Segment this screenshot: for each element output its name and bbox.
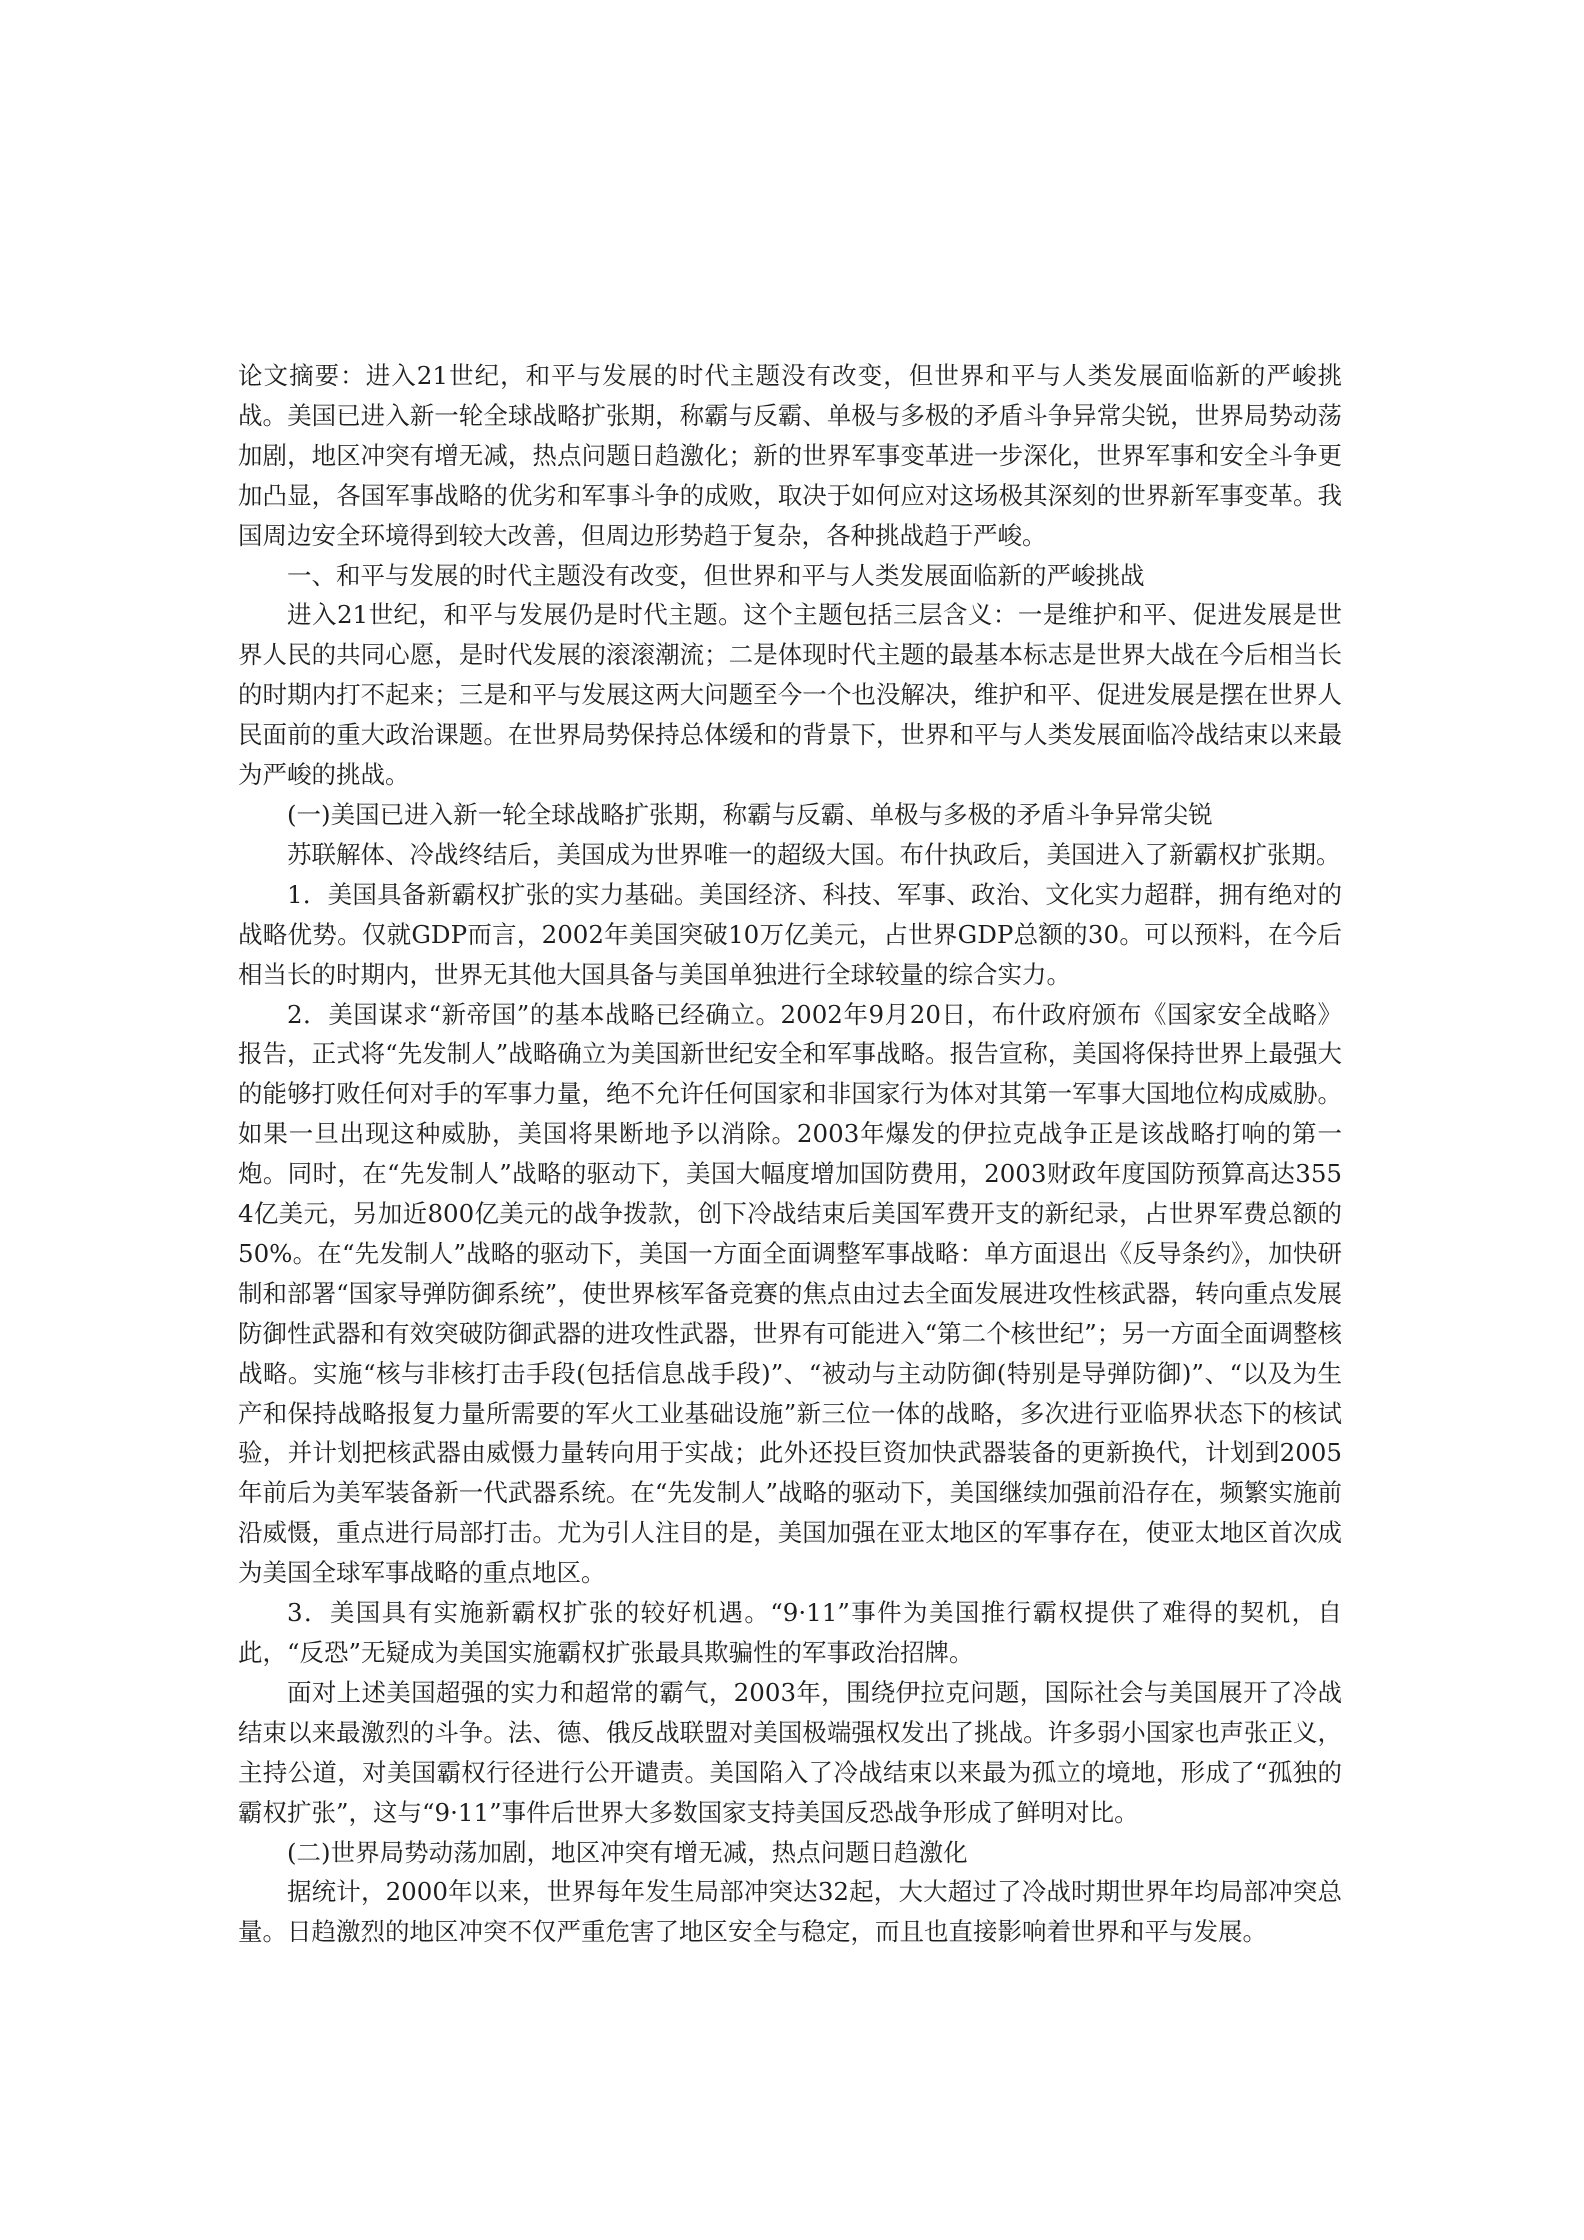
article-body	[238, 356, 1342, 1952]
body-paragraph-3: 面对上述美国超强的实力和超常的霸气，2003年，围绕伊拉克问题，国际社会与美国展开了冷战结束以来最激烈的斗争。法、德、俄反战联盟对美国极端强权发出了挑战。许多弱小国家也声张正义，主持公道，对美国霸权行径进行公开谴责。美国陷入了冷战结束以来最为孤立的境地，形成了“孤独的霸权扩张”，这与“9·11”事件后世界大多数国家支持美国反恐战争形成了鲜明对比。	[238, 1677, 1342, 1827]
body-paragraph-1: 进入21世纪，和平与发展仍是时代主题。这个主题包括三层含义：一是维护和平、促进发展是世界人民的共同心愿，是时代发展的滚滚潮流；二是体现时代主题的最基本标志是世界大战在今后相当长的时期内打不起来；三是和平与发展这两大问题至今一个也没解决，维护和平、促进发展是摆在世界人民面前的重大政治课题。在世界局势保持总体缓和的背景下，世界和平与人类发展面临冷战结束以来最为严峻的挑战。	[238, 600, 1342, 790]
abstract-paragraph: 论文摘要：进入21世纪，和平与发展的时代主题没有改变，但世界和平与人类发展面临新的严峻挑战。美国已进入新一轮全球战略扩张期，称霸与反霸、单极与多极的矛盾斗争异常尖锐，世界局势动荡加剧，地区冲突有增无减，热点问题日趋激化；新的世界军事变革进一步深化，世界军事和安全斗争更加凸显，各国军事战略的优劣和军事斗争的成败，取决于如何应对这场极其深刻的世界新军事变革。我国周边安全环境得到较大改善，但周边形势趋于复杂，各种挑战趋于严峻。	[238, 361, 1342, 550]
subsection-heading-2: (二)世界局势动荡加剧，地区冲突有增无减，热点问题日趋激化	[287, 1837, 968, 1867]
numbered-point-3: 3．美国具有实施新霸权扩张的较好机遇。“9·11”事件为美国推行霸权提供了难得的契机，自此，“反恐”无疑成为美国实施霸权扩张最具欺骗性的军事政治招牌。	[238, 1598, 1342, 1667]
numbered-point-1: 1．美国具备新霸权扩张的实力基础。美国经济、科技、军事、政治、文化实力超群，拥有绝对的战略优势。仅就GDP而言，2002年美国突破10万亿美元，占世界GDP总额的30。可以预料，在今后相当长的时期内，世界无其他大国具备与美国单独进行全球较量的综合实力。	[238, 879, 1342, 989]
body-paragraph-2: 苏联解体、冷战终结后，美国成为世界唯一的超级大国。布什执政后，美国进入了新霸权扩张期。	[287, 839, 1341, 869]
section-heading-1: 一、和平与发展的时代主题没有改变，但世界和平与人类发展面临新的严峻挑战	[287, 560, 1145, 590]
numbered-point-2: 2．美国谋求“新帝国”的基本战略已经确立。2002年9月20日，布什政府颁布《国家安全战略》报告，正式将“先发制人”战略确立为美国新世纪安全和军事战略。报告宣称，美国将保持世界上最强大的能够打败任何对手的军事力量，绝不允许任何国家和非国家行为体对其第一军事大国地位构成威胁。如果一旦出现这种威胁，美国将果断地予以消除。2003年爆发的伊拉克战争正是该战略打响的第一炮。同时，在“先发制人”战略的驱动下，美国大幅度增加国防费用，2003财政年度国防预算高达3554亿美元，另加近800亿美元的战争拨款，创下冷战结束后美国军费开支的新纪录，占世界军费总额的50%。在“先发制人”战略的驱动下，美国一方面全面调整军事战略：单方面退出《反导条约》，加快研制和部署“国家导弹防御系统”，使世界核军备竞赛的焦点由过去全面发展进攻性核武器，转向重点发展防御性武器和有效突破防御武器的进攻性武器，世界有可能进入“第二个核世纪”；另一方面全面调整核战略。实施“核与非核打击手段(包括信息战手段)”、“被动与主动防御(特别是导弹防御)”、“以及为生产和保持战略报复力量所需要的军火工业基础设施”新三位一体的战略，多次进行亚临界状态下的核试验，并计划把核武器由威慑力量转向用于实战；此外还投巨资加快武器装备的更新换代，计划到2005年前后为美军装备新一代武器系统。在“先发制人”战略的驱动下，美国继续加强前沿存在，频繁实施前沿威慑，重点进行局部打击。尤为引人注目的是，美国加强在亚太地区的军事存在，使亚太地区首次成为美国全球军事战略的重点地区。	[238, 999, 1342, 1588]
subsection-heading-1: (一)美国已进入新一轮全球战略扩张期，称霸与反霸、单极与多极的矛盾斗争异常尖锐	[287, 799, 1213, 829]
body-paragraph-4: 据统计，2000年以来，世界每年发生局部冲突达32起，大大超过了冷战时期世界年均局部冲突总量。日趋激烈的地区冲突不仅严重危害了地区安全与稳定，而且也直接影响着世界和平与发展。	[238, 1877, 1342, 1947]
